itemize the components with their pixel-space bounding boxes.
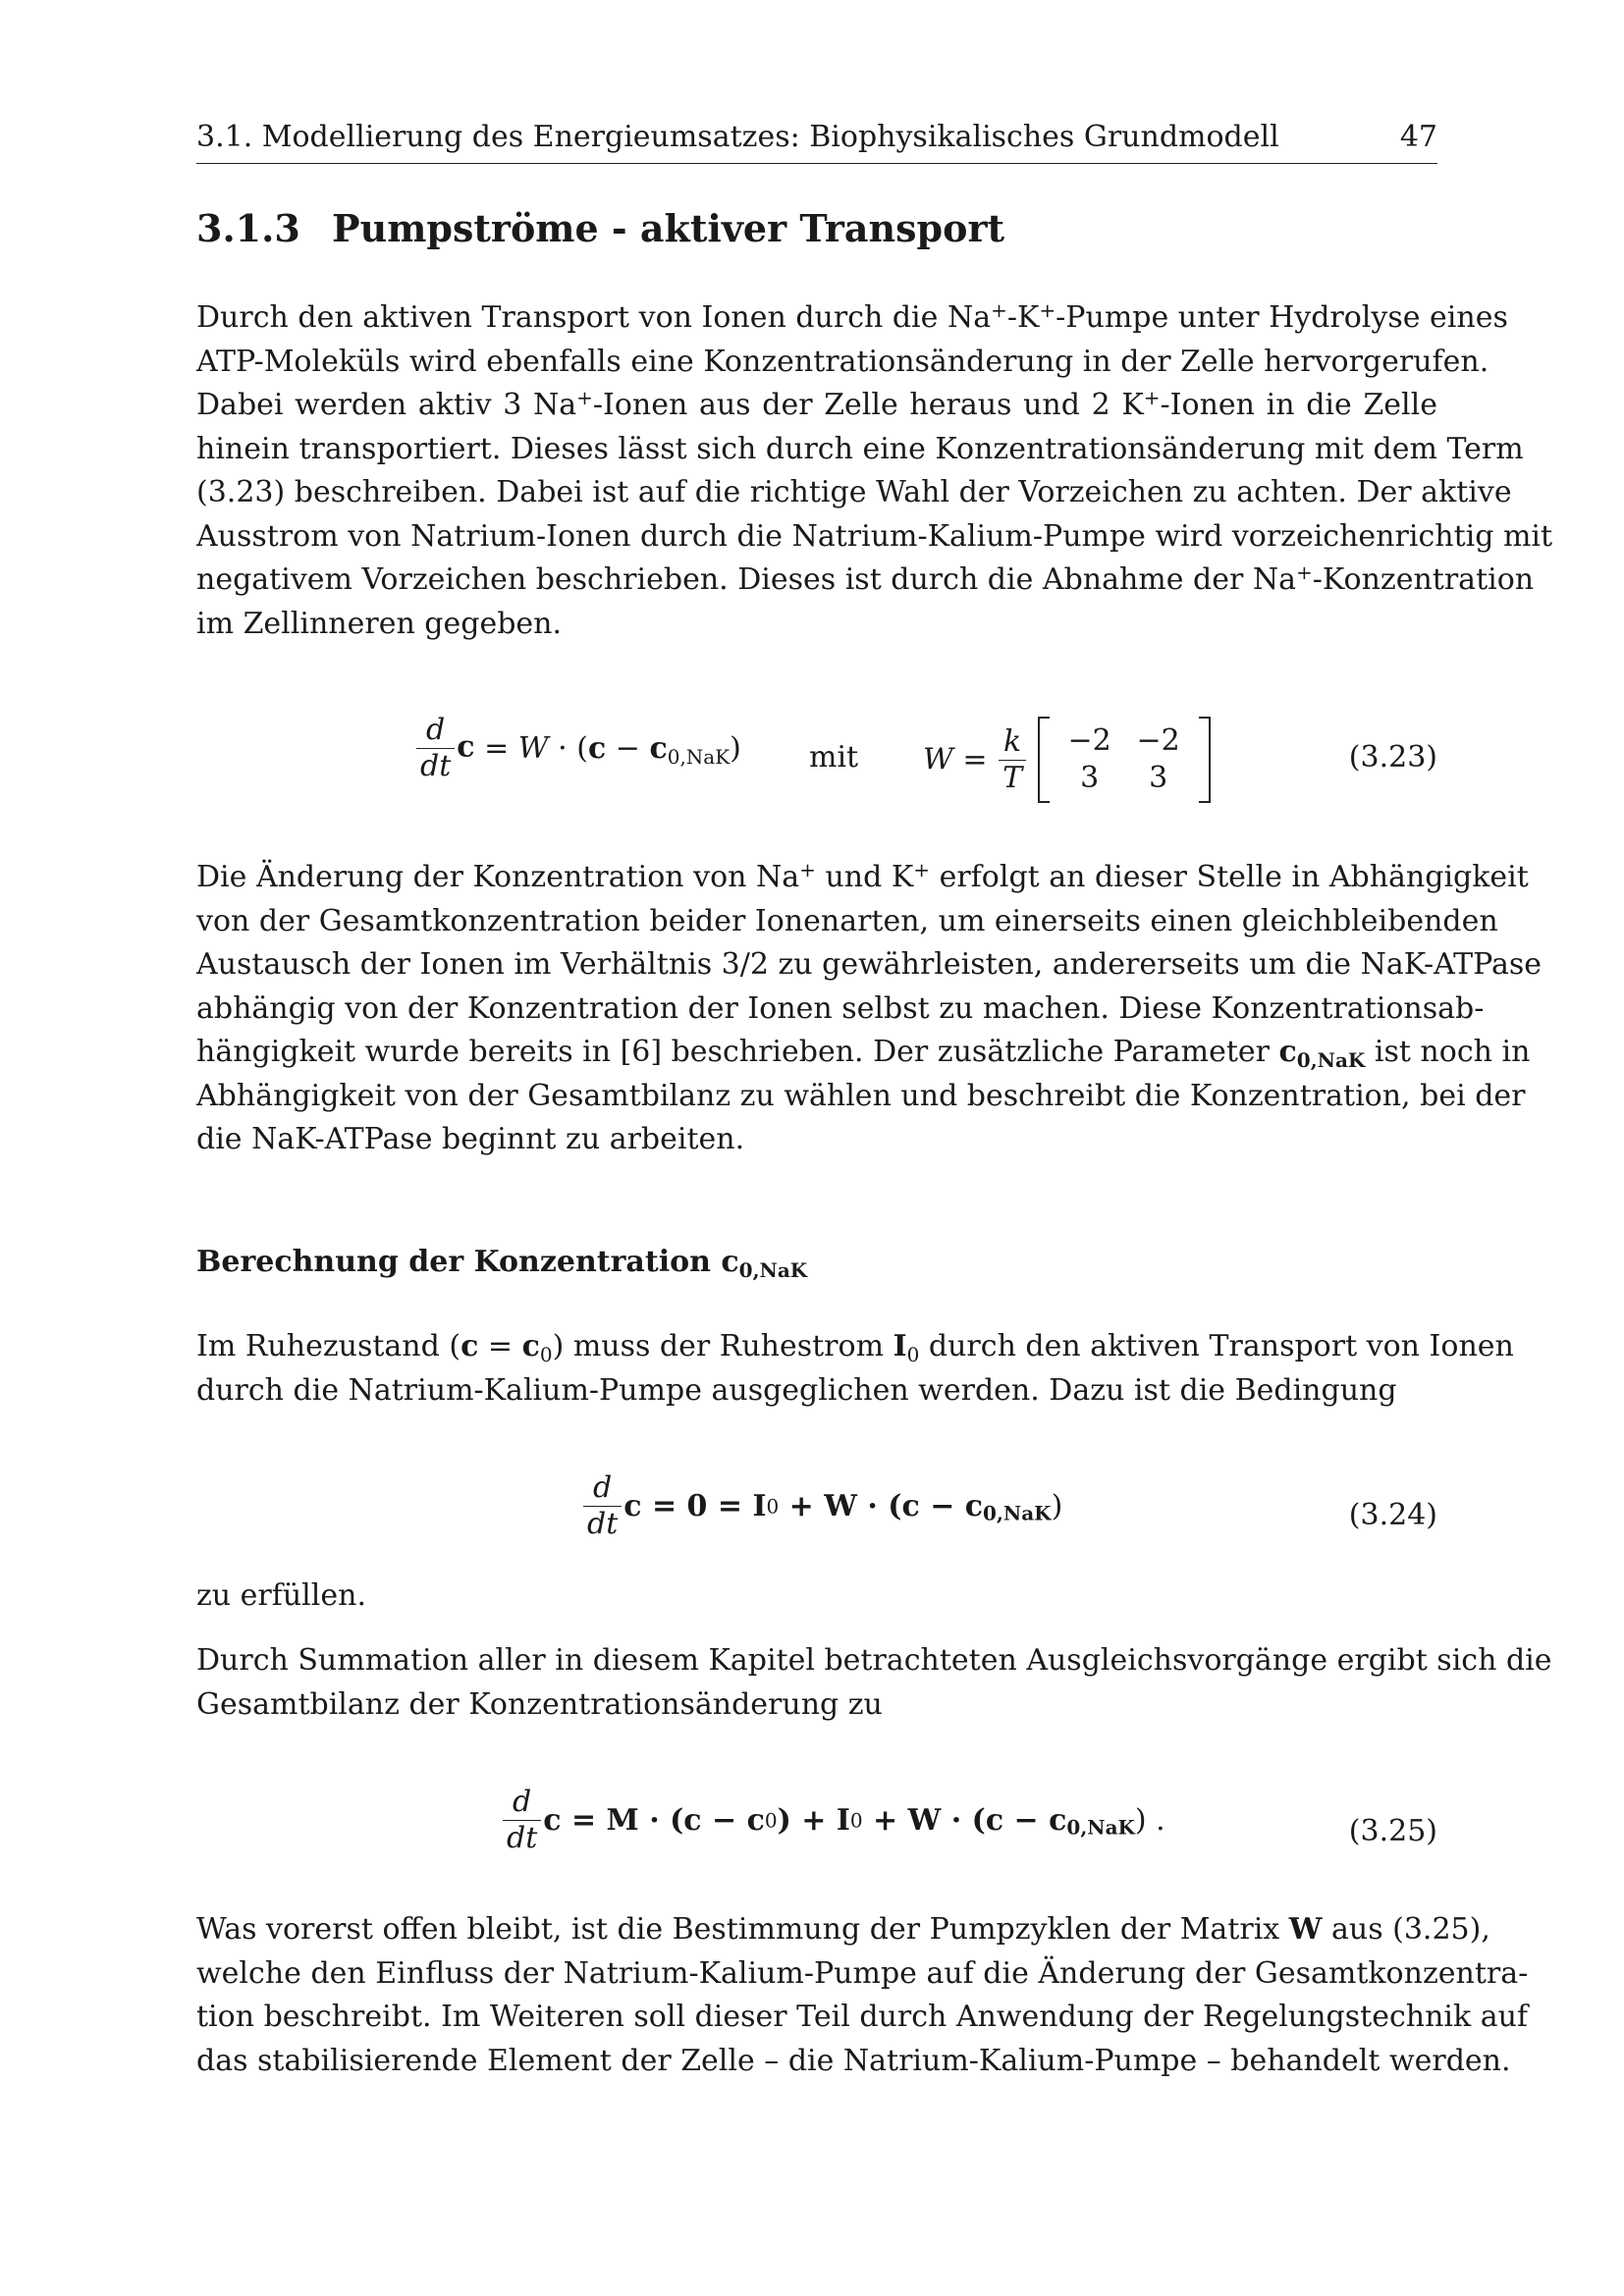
section-number: 3.1.3 <box>196 206 300 250</box>
equation-tag: (3.23) <box>1348 740 1437 774</box>
running-header <box>196 116 1437 164</box>
paragraph-fulfill <box>196 1575 1437 1619</box>
text-line: negativem Vorzeichen beschrieben. Dieses ist durch die Abnahme der Na+-Konzentration <box>196 561 1535 597</box>
matrix: −2 −2 3 3 <box>1067 723 1180 795</box>
text-line: Abhängigkeit von der Gesamtbilanz zu wählen und beschreibt die Konzentration, bei der <box>196 1078 1526 1113</box>
fraction-d-dt: $\frac{d}{dt}$ <box>416 713 455 784</box>
text-line: Durch Summation aller in diesem Kapitel betrachteten Ausgleichsvorgänge ergibt sich die <box>196 1643 1552 1678</box>
text-line: Durch den aktiven Transport von Ionen durch die Na+-K+-Pumpe unter Hydrolyse eines <box>196 298 1508 335</box>
equation-tag: (3.24) <box>1348 1498 1437 1532</box>
paragraph-intro <box>196 296 1553 646</box>
paragraph-rest-state <box>196 1325 1514 1413</box>
text-line: zu erfüllen. <box>196 1578 366 1613</box>
equation-tag: (3.25) <box>1348 1814 1437 1848</box>
text-line: Gesamtbilanz der Konzentrationsänderung zu <box>196 1686 883 1722</box>
text-line: Was vorerst offen bleibt, ist die Bestimmung der Pumpzyklen der Matrix W aus (3.25), <box>196 1912 1490 1947</box>
text-line: (3.23) beschreiben. Dabei ist auf die richtige Wahl der Vorzeichen zu achten. Der aktive <box>196 475 1512 509</box>
text-line: von der Gesamtkonzentration beider Ionenarten, um einerseits einen gleichbleibenden <box>196 903 1498 938</box>
text-line: Ausstrom von Natrium-Ionen durch die Natrium-Kalium-Pumpe wird vorzeichenrichtig mit <box>196 518 1553 554</box>
text-line: durch die Natrium-Kalium-Pumpe ausgeglichen werden. Dazu ist die Bedingung <box>196 1372 1397 1408</box>
equation-3-24: $\frac{d}{dt}$ $c = 0 = I0 + W \cdot (c - c_{0,NaK})$ (3.24) <box>196 1470 1437 1588</box>
text-line: im Zellinneren gegeben. <box>196 606 563 641</box>
matrix-W: W = $\frac{k}{T}$ −2 −2 3 3 <box>923 717 1211 803</box>
text-line: tion beschreibt. Im Weiteren soll dieser Teil durch Anwendung der Regelungstechnik auf <box>196 2000 1529 2034</box>
mit-label: mit <box>809 740 859 774</box>
text-line: Die Änderung der Konzentration von Na+ und K+ erfolgt an dieser Stelle in Abhängigkeit <box>196 858 1529 894</box>
equation-3-23: $\frac{d}{dt}$ $c = W \cdot (c - c_{0,NaK})$ mit W = $\frac{k}{T}$ −2 −2 3 3 (3.23) <box>196 709 1437 827</box>
text-line: Im Ruhezustand $(c = c_0)$ muss der Ruhestrom $I_0$ durch den aktiven Transport von Ionen <box>196 1329 1514 1366</box>
section-heading <box>196 204 1004 253</box>
text-line: abhängig von der Konzentration der Ionen selbst zu machen. Diese Konzentrationsab- <box>196 990 1485 1026</box>
fraction-d-dt: $\frac{d}{dt}$ <box>503 1785 541 1856</box>
running-title: 3.1. Modellierung des Energieumsatzes: Biophysikalisches Grundmodell <box>196 120 1279 154</box>
text-line: hinein transportiert. Dieses lässt sich durch eine Konzentrationsänderung mit dem Term <box>196 431 1524 466</box>
right-bracket <box>1199 717 1211 803</box>
paragraph-outlook <box>196 1908 1529 2083</box>
page <box>196 0 1553 2296</box>
paragraph-summation <box>196 1639 1552 1727</box>
page-number: 47 <box>1399 120 1437 154</box>
text-line: Dabei werden aktiv 3 Na+-Ionen aus der Zelle heraus und 2 K+-Ionen in die Zelle <box>196 386 1437 422</box>
equation-3-25: $\frac{d}{dt}$ $c = M \cdot (c - c0) + I0 + W \cdot (c - c_{0,NaK})$ . (3.25) <box>196 1785 1437 1902</box>
text-line: Austausch der Ionen im Verhältnis 3/2 zu gewährleisten, andererseits um die NaK-ATPase <box>196 947 1543 982</box>
text-line: welche den Einfluss der Natrium-Kalium-Pumpe auf die Änderung der Gesamtkonzentra- <box>196 1955 1529 1991</box>
text-line: die NaK-ATPase beginnt zu arbeiten. <box>196 1122 745 1156</box>
text-line: das stabilisierende Element der Zelle – die Natrium-Kalium-Pumpe – behandelt werden. <box>196 2043 1511 2078</box>
text-line: ATP-Moleküls wird ebenfalls eine Konzentrationsänderung in der Zelle hervorgerufen. <box>196 344 1489 379</box>
text-line: hängigkeit wurde bereits in [6] beschrieben. Der zusätzliche Parameter $c_{0,NaK}$ ist noch in <box>196 1035 1531 1072</box>
section-title: Pumpströme - aktiver Transport <box>332 206 1005 250</box>
fraction-d-dt: $\frac{d}{dt}$ <box>583 1470 622 1542</box>
left-bracket <box>1038 717 1050 803</box>
paragraph-change <box>196 856 1543 1162</box>
subsection-heading: Berechnung der Konzentration $c_{0,NaK}$ <box>196 1245 808 1282</box>
